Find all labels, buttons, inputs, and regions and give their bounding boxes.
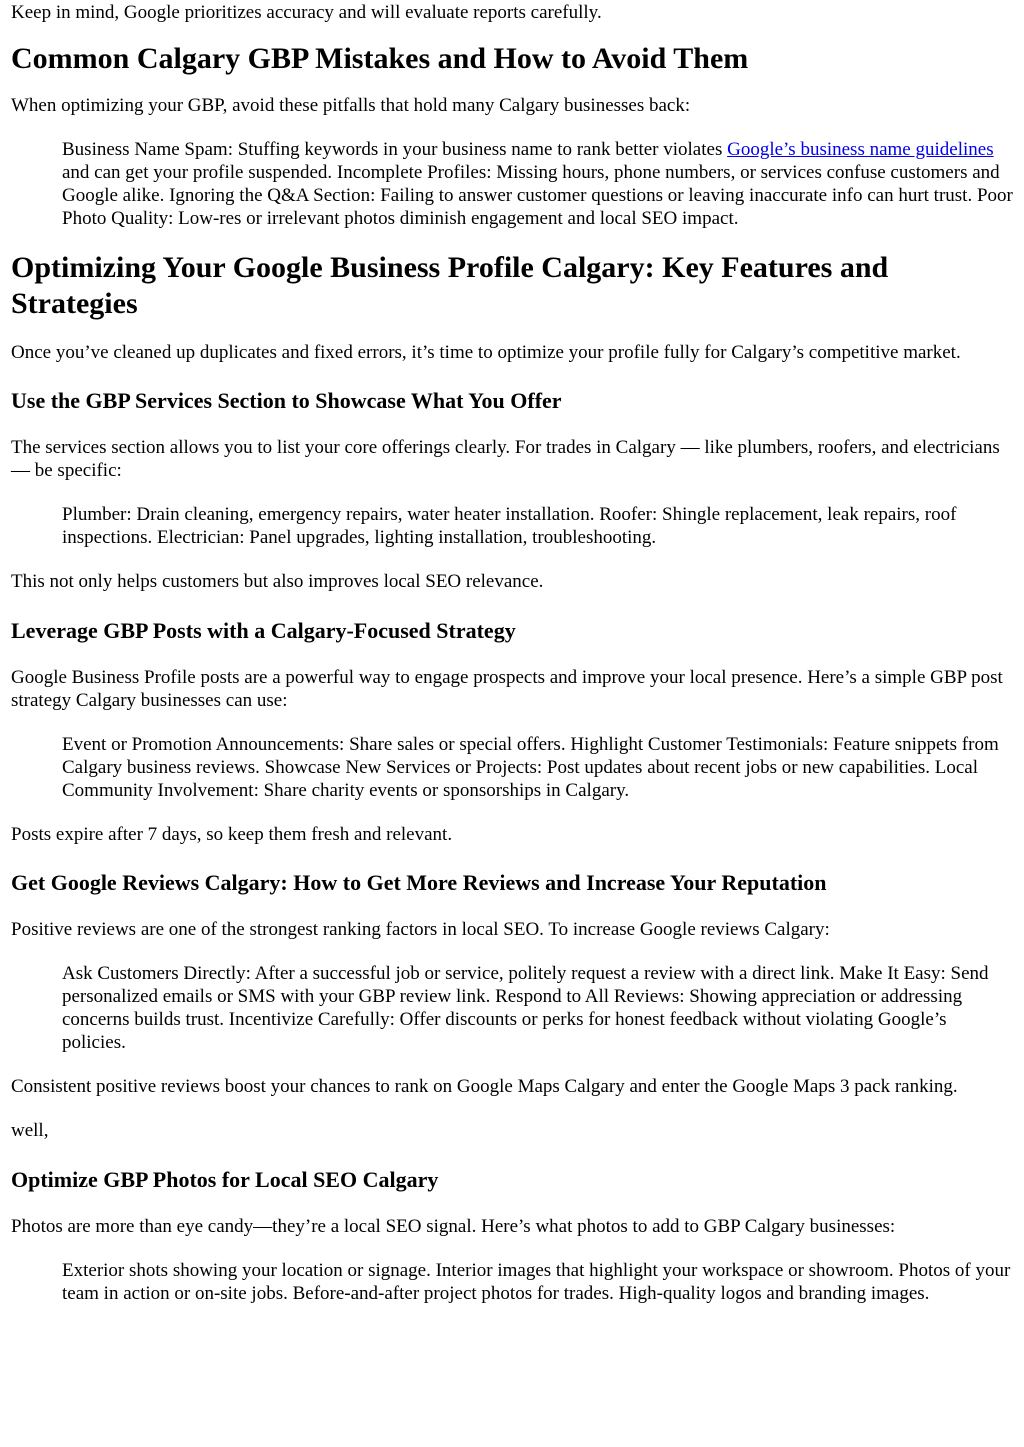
mistakes-quote-text-start: Business Name Spam: Stuffing keywords in your business name to rank better violates xyxy=(62,139,728,160)
services-blockquote: Plumber: Drain cleaning, emergency repairs, water heater installation. Roofer: Shingle replacement, leak repairs, roof inspections. Electrician: Panel upgrades, lighting installation, troubleshooting. xyxy=(62,504,957,548)
heading-google-reviews: Get Google Reviews Calgary: How to Get More Reviews and Increase Your Reputation xyxy=(11,870,827,895)
services-closing-paragraph: This not only helps customers but also improves local SEO relevance. xyxy=(11,571,544,592)
reviews-closing-paragraph: Consistent positive reviews boost your chances to rank on Google Maps Calgary and enter the Google Maps 3 pack ranking. xyxy=(11,1076,958,1097)
posts-closing-paragraph: Posts expire after 7 days, so keep them fresh and relevant. xyxy=(11,824,453,845)
services-lead-paragraph: The services section allows you to list your core offerings clearly. For trades in Calgary — like plumbers, roofers, and electricians — be specific: xyxy=(11,437,1000,481)
mistakes-quote-text-end: and can get your profile suspended. Incomplete Profiles: Missing hours, phone numbers, or services confuse customers and Google alike. Ignoring the Q&A Section: Failing to answer customer questions or leaving inaccurate info can hurt trust. Poor Photo Quality: Low-res or irrelevant photos diminish engagement and local SEO impact. xyxy=(62,162,1013,229)
optimizing-lead-paragraph: Once you’ve cleaned up duplicates and fixed errors, it’s time to optimize your profile fully for Calgary’s competitive market. xyxy=(11,342,961,363)
photos-lead-paragraph: Photos are more than eye candy—they’re a local SEO signal. Here’s what photos to add to GBP Calgary businesses: xyxy=(11,1216,896,1237)
intro-paragraph: Keep in mind, Google prioritizes accuracy and will evaluate reports carefully. xyxy=(11,2,602,23)
reviews-blockquote: Ask Customers Directly: After a successful job or service, politely request a review with a direct link. Make It Easy: Send personalized emails or SMS with your GBP review link. Respond to All Reviews: Showing appreciation or addressing concerns builds trust. Incentivize Carefully: Offer discounts or perks for honest feedback without violating Google’s policies. xyxy=(62,963,989,1053)
heading-common-mistakes: Common Calgary GBP Mistakes and How to Avoid Them xyxy=(11,42,749,75)
reviews-lead-paragraph: Positive reviews are one of the strongest ranking factors in local SEO. To increase Google reviews Calgary: xyxy=(11,919,830,940)
posts-blockquote: Event or Promotion Announcements: Share sales or special offers. Highlight Customer Testimonials: Feature snippets from Calgary business reviews. Showcase New Services or Projects: Post updates about recent jobs or new capabilities. Local Community Involvement: Share charity events or sponsorships in Calgary. xyxy=(62,734,999,801)
heading-optimizing-profile: Optimizing Your Google Business Profile Calgary: Key Features and Strategies xyxy=(11,251,889,320)
heading-gbp-photos: Optimize GBP Photos for Local SEO Calgary xyxy=(11,1167,439,1192)
aside-paragraph: well, xyxy=(11,1120,49,1141)
photos-blockquote: Exterior shots showing your location or signage. Interior images that highlight your workspace or showroom. Photos of your team in action or on-site jobs. Before-and-after project photos for trades. High-quality logos and branding images. xyxy=(62,1260,1011,1304)
posts-lead-paragraph: Google Business Profile posts are a powerful way to engage prospects and improve your local presence. Here’s a simple GBP post strategy Calgary businesses can use: xyxy=(11,667,1003,711)
business-name-guidelines-link[interactable]: Google’s business name guidelines xyxy=(727,139,994,160)
heading-services-section: Use the GBP Services Section to Showcase What You Offer xyxy=(11,388,562,413)
article xyxy=(0,1,1024,1305)
mistakes-lead-paragraph: When optimizing your GBP, avoid these pitfalls that hold many Calgary businesses back: xyxy=(11,95,691,116)
heading-gbp-posts: Leverage GBP Posts with a Calgary-Focused Strategy xyxy=(11,618,516,643)
mistakes-blockquote xyxy=(62,138,1013,230)
